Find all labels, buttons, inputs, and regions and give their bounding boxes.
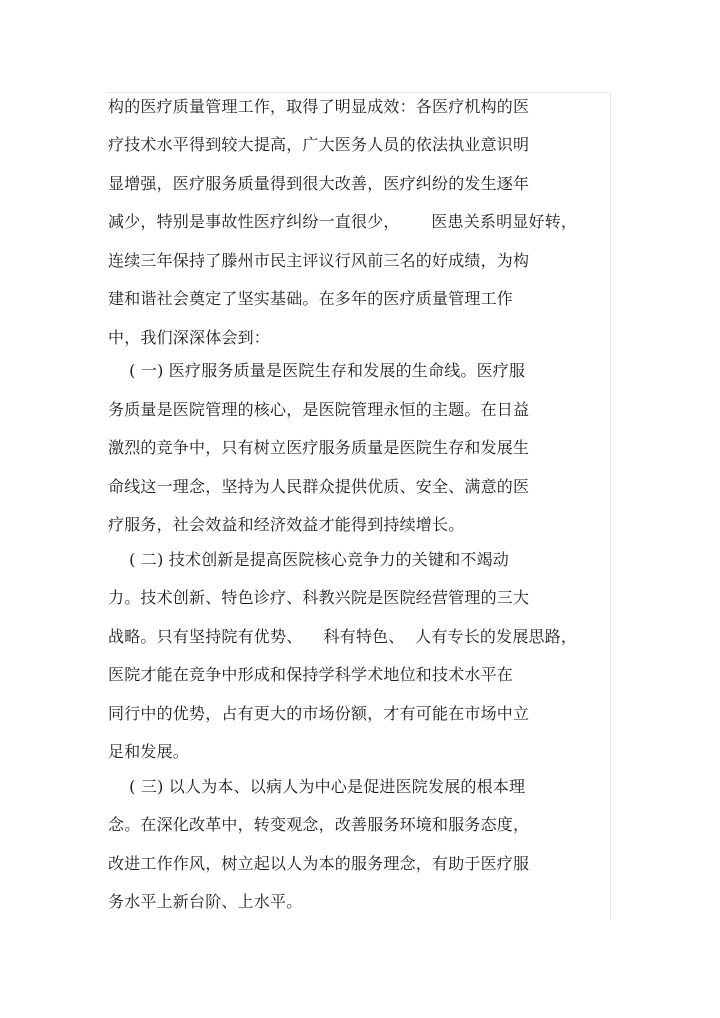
text-line: 构的医疗质量管理工作，取得了明显成效：各医疗机构的医 [108, 97, 530, 116]
section-heading-3: ( 三) 以人为本、以病人为中心是促进医院发展的根本理 [108, 777, 526, 796]
text-line: 力。技术创新、特色诊疗、科教兴院是医院经营管理的三大 [108, 588, 530, 607]
text-line: 建和谐社会奠定了坚实基础。在多年的医疗质量管理工作 [108, 289, 514, 308]
section-heading-2: ( 二) 技术创新是提高医院核心竞争力的关键和不竭动 [108, 550, 510, 569]
text-line: 医院才能在竞争中形成和保持学科学术地位和技术水平在 [108, 665, 514, 684]
section-heading-1: ( 一) 医疗服务质量是医院生存和发展的生命线。医疗服 [108, 361, 526, 380]
text-line: 战略。只有坚持院有优势、 科有特色、 人有专长的发展思路， [108, 627, 578, 646]
text-line: 连续三年保持了滕州市民主评议行风前三名的好成绩，为构 [108, 251, 530, 270]
text-line: 显增强，医疗服务质量得到很大改善，医疗纠纷的发生逐年 [108, 174, 530, 193]
text-line: 减少，特别是事故性医疗纠纷一直很少， 医患关系明显好转， [108, 212, 578, 231]
text-line: 念。在深化改革中，转变观念，改善服务环境和服务态度， [108, 815, 530, 834]
text-line: 改进工作作风，树立起以人为本的服务理念，有助于医疗服 [108, 854, 530, 873]
text-line: 疗服务，社会效益和经济效益才能得到持续增长。 [108, 515, 465, 534]
text-line: 命线这一理念，坚持为人民群众提供优质、安全、满意的医 [108, 477, 530, 496]
text-line: 同行中的优势，占有更大的市场份额，才有可能在市场中立 [108, 704, 530, 723]
text-line: 务水平上新台阶、上水平。 [108, 892, 303, 911]
text-line: 激烈的竞争中，只有树立医疗服务质量是医院生存和发展生 [108, 438, 530, 457]
text-line: 足和发展。 [108, 742, 190, 761]
text-line: 务质量是医院管理的核心，是医院管理永恒的主题。在日益 [108, 400, 530, 419]
text-line: 疗技术水平得到较大提高，广大医务人员的依法执业意识明 [108, 135, 530, 154]
text-line: 中，我们深深体会到： [108, 328, 271, 347]
